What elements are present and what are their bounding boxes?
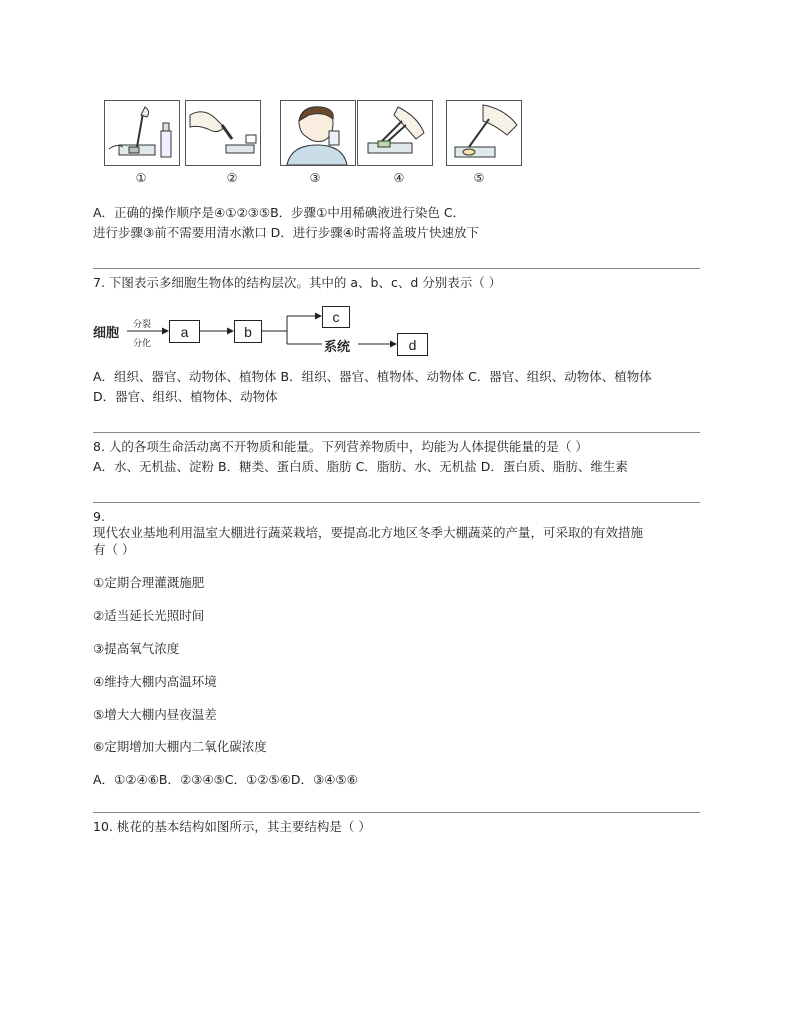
step-image-1 bbox=[104, 100, 180, 166]
q7-stem: 7. 下图表示多细胞生物体的结构层次。其中的 a、b、c、d 分别表示（ ） bbox=[93, 275, 502, 290]
q9-stem-line-2: 有（ ） bbox=[93, 542, 135, 557]
image-label-4: ④ bbox=[393, 171, 405, 185]
diagram-system-label: 系统 bbox=[324, 340, 351, 355]
step-image-4 bbox=[357, 100, 433, 166]
diagram-box-a: a bbox=[169, 320, 200, 343]
q10-stem: 10. 桃花的基本结构如图所示，其主要结构是（ ） bbox=[93, 819, 371, 834]
step-image-5 bbox=[446, 100, 522, 166]
q9-item-5: ⑤增大大棚内昼夜温差 bbox=[93, 707, 217, 722]
forceps-coverslip-illustration bbox=[358, 101, 432, 165]
diagram-cell-label: 细胞 bbox=[93, 326, 120, 341]
divider bbox=[93, 432, 700, 433]
divider bbox=[93, 502, 700, 503]
diagram-box-b: b bbox=[234, 320, 262, 343]
step-image-3 bbox=[280, 100, 356, 166]
image-label-3: ③ bbox=[309, 171, 321, 185]
step-image-2 bbox=[185, 100, 261, 166]
q9-item-1: ①定期合理灌溉施肥 bbox=[93, 575, 205, 590]
diagram-box-d: d bbox=[397, 333, 428, 356]
dropper-slide-illustration bbox=[105, 101, 179, 165]
q7-options-line-2: D．器官、组织、植物体、动物体 bbox=[93, 389, 278, 404]
diagram-box-c: c bbox=[322, 306, 350, 328]
q9-item-4: ④维持大棚内高温环境 bbox=[93, 674, 217, 689]
image-label-5: ⑤ bbox=[473, 171, 485, 185]
q8-stem: 8. 人的各项生命活动离不开物质和能量。下列营养物质中，均能为人体提供能量的是（ ） bbox=[93, 439, 588, 454]
q6-options-line-1: A．正确的操作顺序是④①②③⑤B．步骤①中用稀碘液进行染色 C． bbox=[93, 205, 466, 220]
image-label-2: ② bbox=[226, 171, 238, 185]
q9-number: 9. bbox=[93, 509, 105, 524]
pipette-slide-illustration bbox=[186, 101, 260, 165]
diagram-differentiation-label: 分化 bbox=[133, 339, 152, 349]
q8-options: A．水、无机盐、淀粉 B．糖类、蛋白质、脂肪 C．脂肪、水、无机盐 D．蛋白质、脂肪、维生素 bbox=[93, 459, 628, 474]
q9-options: A．①②④⑥B．②③④⑤C．①②⑤⑥D．③④⑤⑥ bbox=[93, 772, 358, 787]
swab-slide-illustration bbox=[447, 101, 521, 165]
q9-stem-line-1: 现代农业基地利用温室大棚进行蔬菜栽培，要提高北方地区冬季大棚蔬菜的产量，可采取的有效措施 bbox=[93, 525, 644, 540]
q7-options-line-1: A．组织、器官、动物体、植物体 B．组织、器官、植物体、动物体 C．器官、组织、动物体、植物体 bbox=[93, 369, 652, 384]
diagram-division-label: 分裂 bbox=[133, 320, 152, 330]
divider bbox=[93, 812, 700, 813]
divider bbox=[93, 268, 700, 269]
q9-item-6: ⑥定期增加大棚内二氧化碳浓度 bbox=[93, 739, 267, 754]
q6-options-line-2: 进行步骤③前不需要用清水漱口 D．进行步骤④时需将盖玻片快速放下 bbox=[93, 225, 480, 240]
image-label-1: ① bbox=[135, 171, 147, 185]
q9-item-2: ②适当延长光照时间 bbox=[93, 608, 205, 623]
q9-item-3: ③提高氧气浓度 bbox=[93, 641, 180, 656]
person-rinsing-mouth-illustration bbox=[281, 101, 355, 165]
